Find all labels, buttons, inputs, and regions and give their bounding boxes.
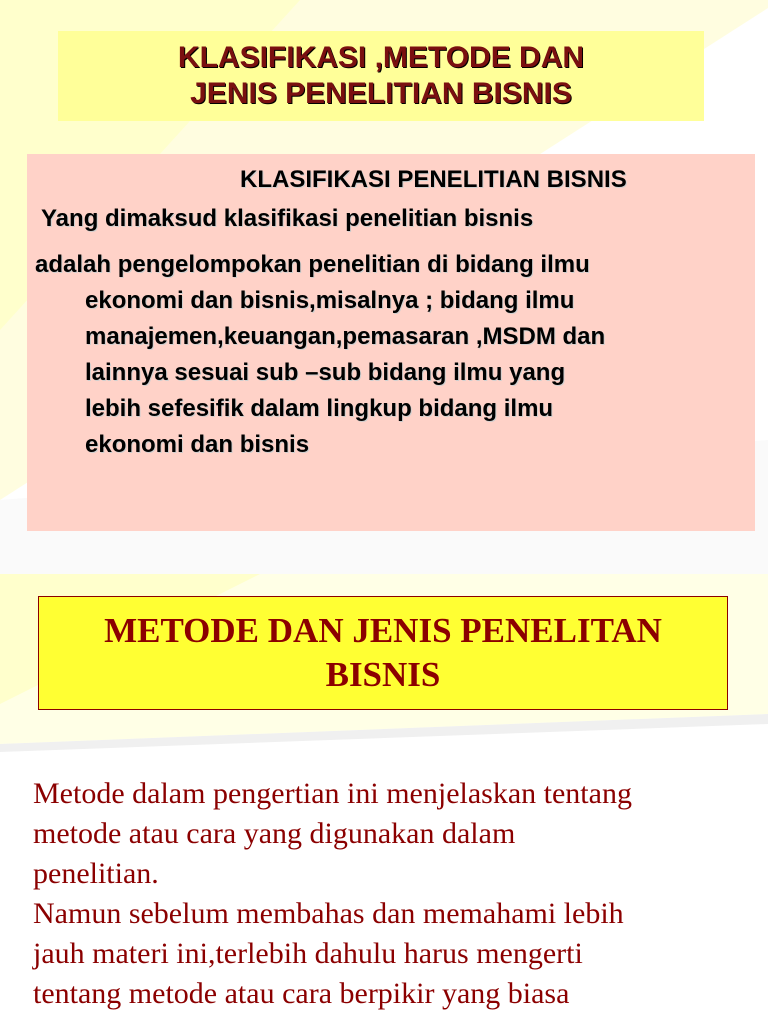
slide-1-content-box [27, 154, 755, 531]
slide-2-title-line-1: METODE DAN JENIS PENELITAN [104, 611, 662, 650]
slide-1-title-line-1: KLASIFIKASI ,METODE DAN [177, 41, 585, 74]
body-line: Namun sebelum membahas dan memahami lebih [33, 897, 624, 930]
paragraph-line: ekonomi dan bisnis [85, 431, 310, 458]
body-line: metode atau cara yang digunakan dalam [33, 817, 516, 850]
slide-2-title [38, 596, 728, 710]
paragraph-line: adalah pengelompokan penelitian di bidang ilmu [35, 251, 590, 278]
paragraph-line: lainnya sesuai sub –sub bidang ilmu yang [85, 359, 566, 386]
slide-2 [0, 574, 768, 1024]
body-line: Metode dalam pengertian ini menjelaskan tentang [33, 777, 632, 810]
slide-1-paragraph [35, 247, 735, 463]
slide-1-subheading: KLASIFIKASI PENELITIAN BISNIS [240, 166, 627, 193]
slide-1-title [58, 31, 704, 121]
slide-2-body [33, 774, 753, 1014]
paragraph-line: manajemen,keuangan,pemasaran ,MSDM dan [85, 323, 606, 350]
body-line: tentang metode atau cara berpikir yang biasa [33, 977, 570, 1010]
slide-1-intro: Yang dimaksud klasifikasi penelitian bisnis [41, 205, 534, 232]
paragraph-line: ekonomi dan bisnis,misalnya ; bidang ilmu [85, 287, 575, 314]
body-line: jauh materi ini,terlebih dahulu harus mengerti [33, 937, 583, 970]
slide-2-title-line-2: BISNIS [325, 655, 441, 694]
body-line: penelitian. [33, 857, 159, 890]
paragraph-line: lebih sefesifik dalam lingkup bidang ilmu [85, 395, 554, 422]
slide-1-title-line-2: JENIS PENELITIAN BISNIS [190, 77, 572, 110]
